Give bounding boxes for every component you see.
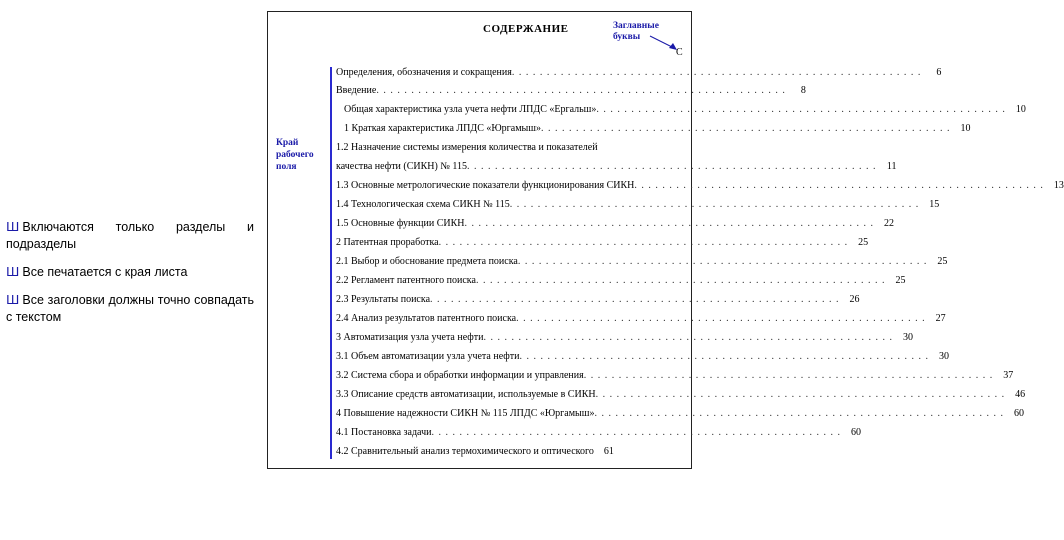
toc-entry: [336, 217, 895, 231]
toc-entry: [336, 312, 946, 326]
note-capital-letters: Заглавные буквы: [613, 21, 659, 42]
toc-entry-text: 1.2 Назначение системы измерения количества и показателей: [336, 142, 598, 153]
toc-leader-dots: [465, 217, 875, 231]
toc-entry: [336, 141, 680, 155]
toc-entry: [336, 84, 806, 98]
toc-entry-page: 25: [858, 237, 869, 248]
toc-leader-dots: [376, 84, 786, 98]
toc-leader-dots: [439, 236, 849, 250]
bullet-item: [6, 291, 254, 326]
toc-entry-page: 25: [937, 256, 948, 267]
toc-entry: [336, 122, 971, 136]
toc-entry: [336, 179, 1064, 193]
toc-entry-page: 8: [800, 85, 806, 96]
toc-entry-page: 27: [935, 313, 946, 324]
toc-leader-dots: [467, 160, 877, 174]
bullet-item: [6, 263, 254, 281]
toc-entry-text: 2.3 Результаты поиска: [336, 294, 431, 305]
toc-entry-text: 4 Повышение надежности СИКН № 115 ЛПДС «Юргамыш»: [336, 408, 595, 419]
toc-leader-dots: [431, 426, 841, 440]
toc-entry-page: 61: [603, 446, 614, 457]
toc-leader-dots: [484, 331, 894, 345]
working-field-edge-line: [330, 67, 332, 459]
toc-entry-text: 2.1 Выбор и обоснование предмета поиска: [336, 256, 518, 267]
toc-entry-page: 13: [1053, 180, 1064, 191]
toc-leader-dots: [516, 312, 926, 326]
toc-leader-dots: [519, 350, 929, 364]
toc-entry: [336, 103, 1026, 117]
toc-leader-dots: [510, 198, 920, 212]
toc-entry: [336, 293, 860, 307]
toc-leader-dots: [512, 66, 922, 80]
toc-entry-page: 60: [1013, 408, 1024, 419]
toc-leader-dots: [430, 293, 840, 307]
toc-entry-text: 1 Краткая характеристика ЛПДС «Юргамыш»: [344, 123, 541, 134]
toc-entry-text: 2.4 Анализ результатов патентного поиска: [336, 313, 517, 324]
toc-entry-text: 2.2 Регламент патентного поиска: [336, 275, 476, 286]
toc-entry-page: 37: [1003, 370, 1014, 381]
toc-entry-text: 2 Патентная проработка: [336, 237, 439, 248]
bullet-marker: Ш: [6, 219, 20, 234]
toc-entry-page: 46: [1015, 389, 1026, 400]
toc-entry-text: 4.1 Постановка задачи: [336, 427, 432, 438]
toc-leader-dots: [594, 407, 1004, 421]
toc-page-scan: [267, 11, 1064, 469]
toc-entry-text: Общая характеристика узла учета нефти ЛПДС «Ергальш»: [344, 104, 597, 115]
page-column-header: С: [676, 47, 683, 58]
bullet-marker: Ш: [6, 292, 20, 307]
toc-leader-dots: [476, 274, 886, 288]
toc-entry: [336, 160, 897, 174]
bullet-text: Все заголовки должны точно совпадать с текстом: [6, 293, 254, 324]
toc-leader-dots: [541, 122, 951, 136]
toc-entry-page: 10: [960, 123, 971, 134]
toc-entry-text: Определения, обозначения и сокращения: [336, 67, 512, 78]
bullet-list: [6, 218, 254, 336]
toc-entry: [336, 445, 680, 459]
toc-entry-page: 6: [936, 67, 942, 78]
toc-leader-dots: [596, 388, 1006, 402]
toc-entry-page: 30: [938, 351, 949, 362]
toc-title: СОДЕРЖАНИЕ: [483, 23, 569, 35]
toc-entry-text: Введение: [336, 85, 377, 96]
bullet-marker: Ш: [6, 264, 20, 279]
toc-entry-text: 3.1 Объем автоматизации узла учета нефти: [336, 351, 520, 362]
bullet-text: Включаются только разделы и подразделы: [6, 220, 254, 251]
note-working-field-edge: Край рабочего поля: [276, 138, 314, 172]
toc-leader-dots: [634, 179, 1044, 193]
toc-entry: [336, 255, 948, 269]
toc-entry: [336, 274, 906, 288]
toc-entry: [336, 198, 940, 212]
toc-leader-dots: [584, 369, 994, 383]
toc-entry: [336, 369, 1014, 383]
toc-entry: [336, 407, 1024, 421]
toc-entry: [336, 350, 949, 364]
toc-entry-page: 30: [903, 332, 913, 343]
toc-entry: [336, 426, 861, 440]
toc-entry-text: 3.2 Система сбора и обработки информации и управления: [336, 370, 584, 381]
toc-entry-text: 1.5 Основные функции СИКН: [336, 218, 465, 229]
toc-entry-page: 60: [850, 427, 861, 438]
toc-entry-page: 11: [886, 161, 897, 172]
toc-entry-text: 1.4 Технологическая схема СИКН № 115: [336, 199, 510, 210]
bullet-item: [6, 218, 254, 253]
toc-entry-text: 4.2 Сравнительный анализ термохимического и оптического: [336, 446, 594, 457]
bullet-text: Все печатается с края листа: [22, 265, 188, 279]
toc-entry-text: 1.3 Основные метрологические показатели функционирования СИКН: [336, 180, 635, 191]
toc-entry-page: 22: [884, 218, 895, 229]
toc-entry: [336, 66, 942, 80]
toc-leader-dots: [596, 103, 1006, 117]
toc-entry-text: качества нефти (СИКН) № 115: [336, 161, 468, 172]
toc-entry: [336, 236, 869, 250]
toc-entry-page: 15: [929, 199, 940, 210]
toc-entry-page: 10: [1015, 104, 1026, 115]
toc-entry-page: 26: [849, 294, 860, 305]
toc-leader-dots: [518, 255, 928, 269]
toc-entry: [336, 331, 913, 345]
toc-entry-text: 3 Автоматизация узла учета нефти: [336, 332, 484, 343]
toc-entry-page: 25: [895, 275, 906, 286]
toc-entry: [336, 388, 1026, 402]
toc-entry-text: 3.3 Описание средств автоматизации, используемые в СИКН: [336, 389, 596, 400]
